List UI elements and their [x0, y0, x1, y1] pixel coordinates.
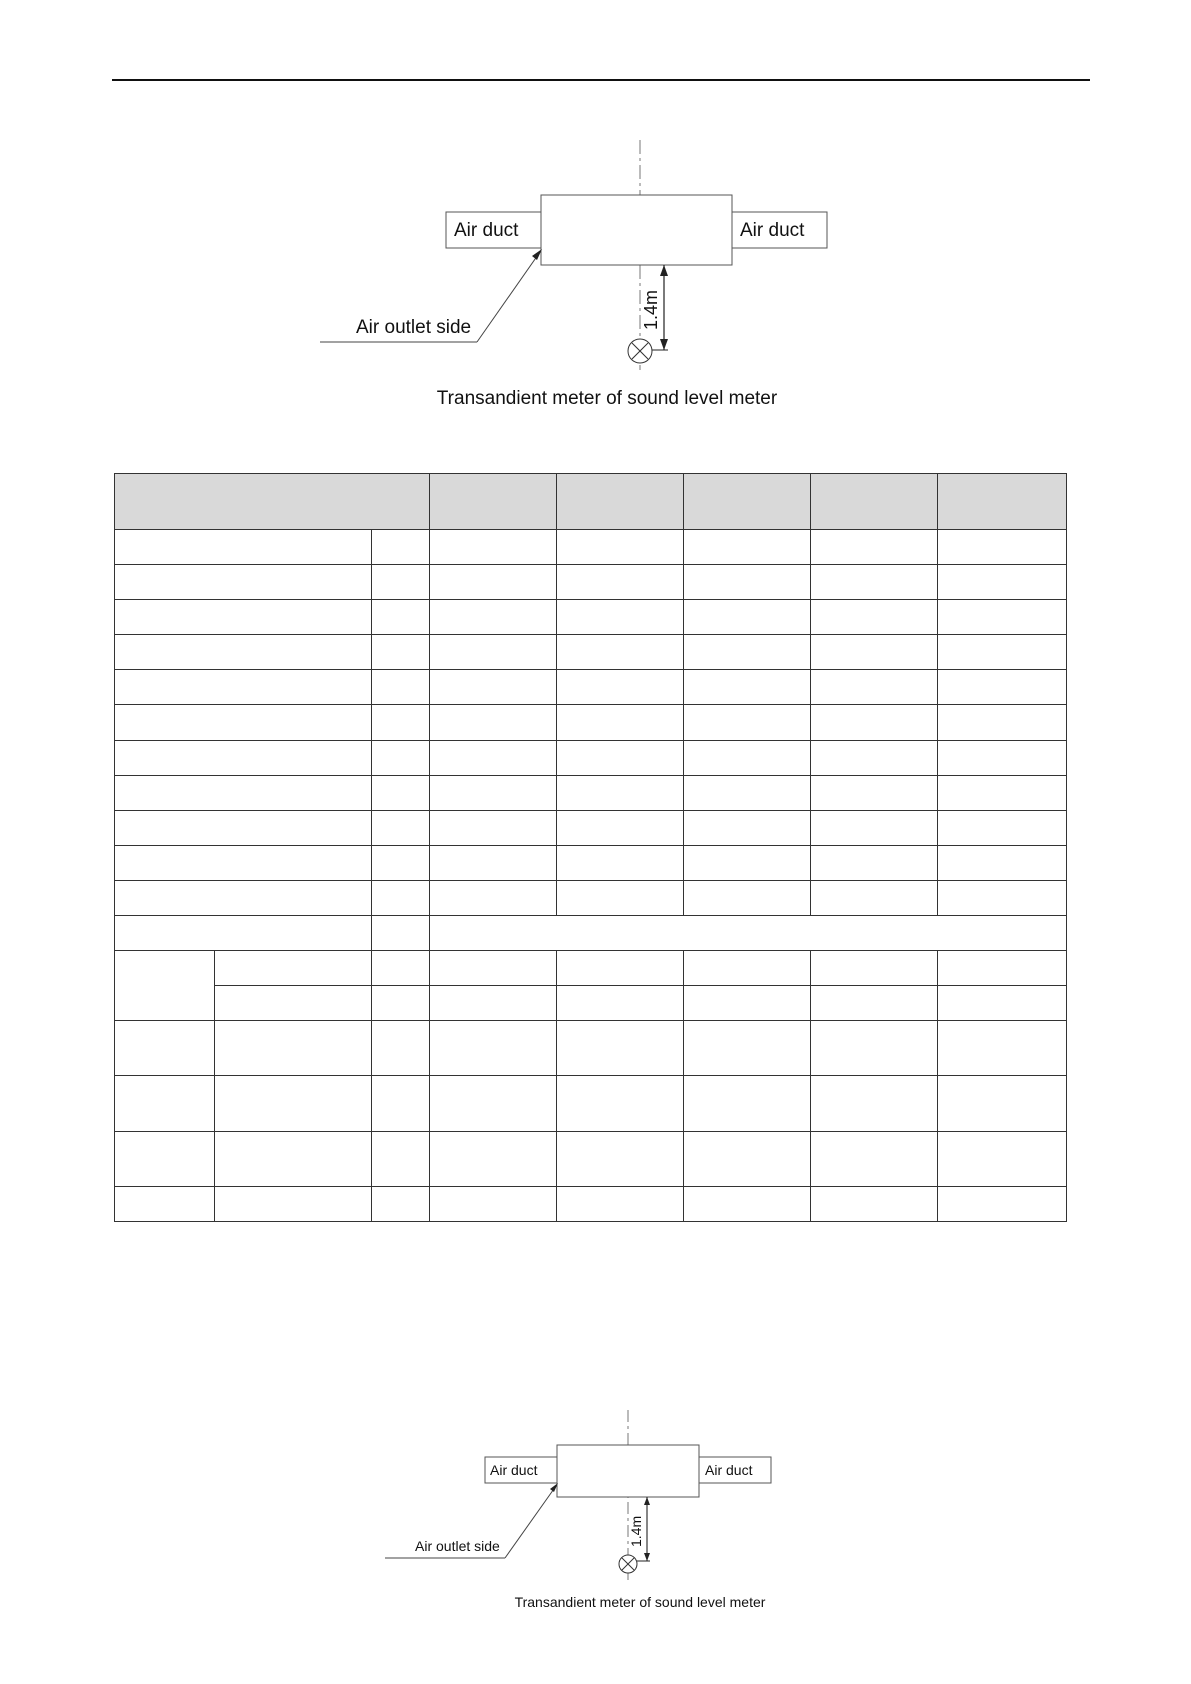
left-duct-label: Air duct [490, 1462, 538, 1478]
sound-meter-diagram-bottom [385, 1410, 805, 1620]
table-row [115, 670, 1067, 705]
table-row [115, 705, 1067, 740]
table-row [115, 1021, 1067, 1076]
header-cell-model [430, 474, 557, 530]
diagram-top-svg [320, 140, 860, 420]
table-row [115, 740, 1067, 775]
header-cell-model [557, 474, 684, 530]
microphone-icon [628, 339, 652, 363]
table-row [115, 600, 1067, 635]
diagram-bottom-svg [385, 1410, 805, 1620]
sound-meter-diagram-top [320, 140, 860, 420]
table-row [115, 1131, 1067, 1186]
dimension-arrow-bottom [660, 339, 668, 350]
header-cell-model [938, 474, 1067, 530]
diagram-caption: Transandient meter of sound level meter [436, 388, 778, 409]
microphone-icon [619, 1555, 637, 1573]
table-row [115, 1186, 1067, 1221]
outlet-leader-line [477, 252, 540, 342]
header-cell-model [811, 474, 938, 530]
table-row [115, 635, 1067, 670]
spec-table [114, 473, 1067, 1222]
header-rule [112, 79, 1090, 81]
dimension-arrow-top [660, 265, 668, 276]
outlet-leader-line [505, 1486, 556, 1558]
table-row [115, 1076, 1067, 1131]
header-cell-parameter [115, 474, 430, 530]
distance-label: 1.4m [641, 289, 661, 330]
table-row [115, 880, 1067, 915]
table-row [115, 565, 1067, 600]
table-row [115, 775, 1067, 810]
table-row [115, 986, 1067, 1021]
dimension-arrow-bottom [644, 1553, 650, 1561]
distance-label: 1.4m [628, 1515, 644, 1547]
header-cell-model [684, 474, 811, 530]
outlet-label: Air outlet side [356, 317, 472, 338]
left-duct-label: Air duct [454, 220, 519, 241]
table-row-merged [115, 916, 1067, 951]
table-row [115, 951, 1067, 986]
table-row [115, 530, 1067, 565]
right-duct-label: Air duct [705, 1462, 753, 1478]
table-row [115, 845, 1067, 880]
unit-box [557, 1445, 699, 1497]
outlet-label: Air outlet side [415, 1538, 500, 1554]
unit-box [541, 195, 732, 265]
diagram-caption: Transandient meter of sound level meter [514, 1594, 766, 1610]
right-duct-label: Air duct [740, 220, 805, 241]
table-row [115, 810, 1067, 845]
dimension-arrow-top [644, 1497, 650, 1505]
table-header-row [115, 474, 1067, 530]
